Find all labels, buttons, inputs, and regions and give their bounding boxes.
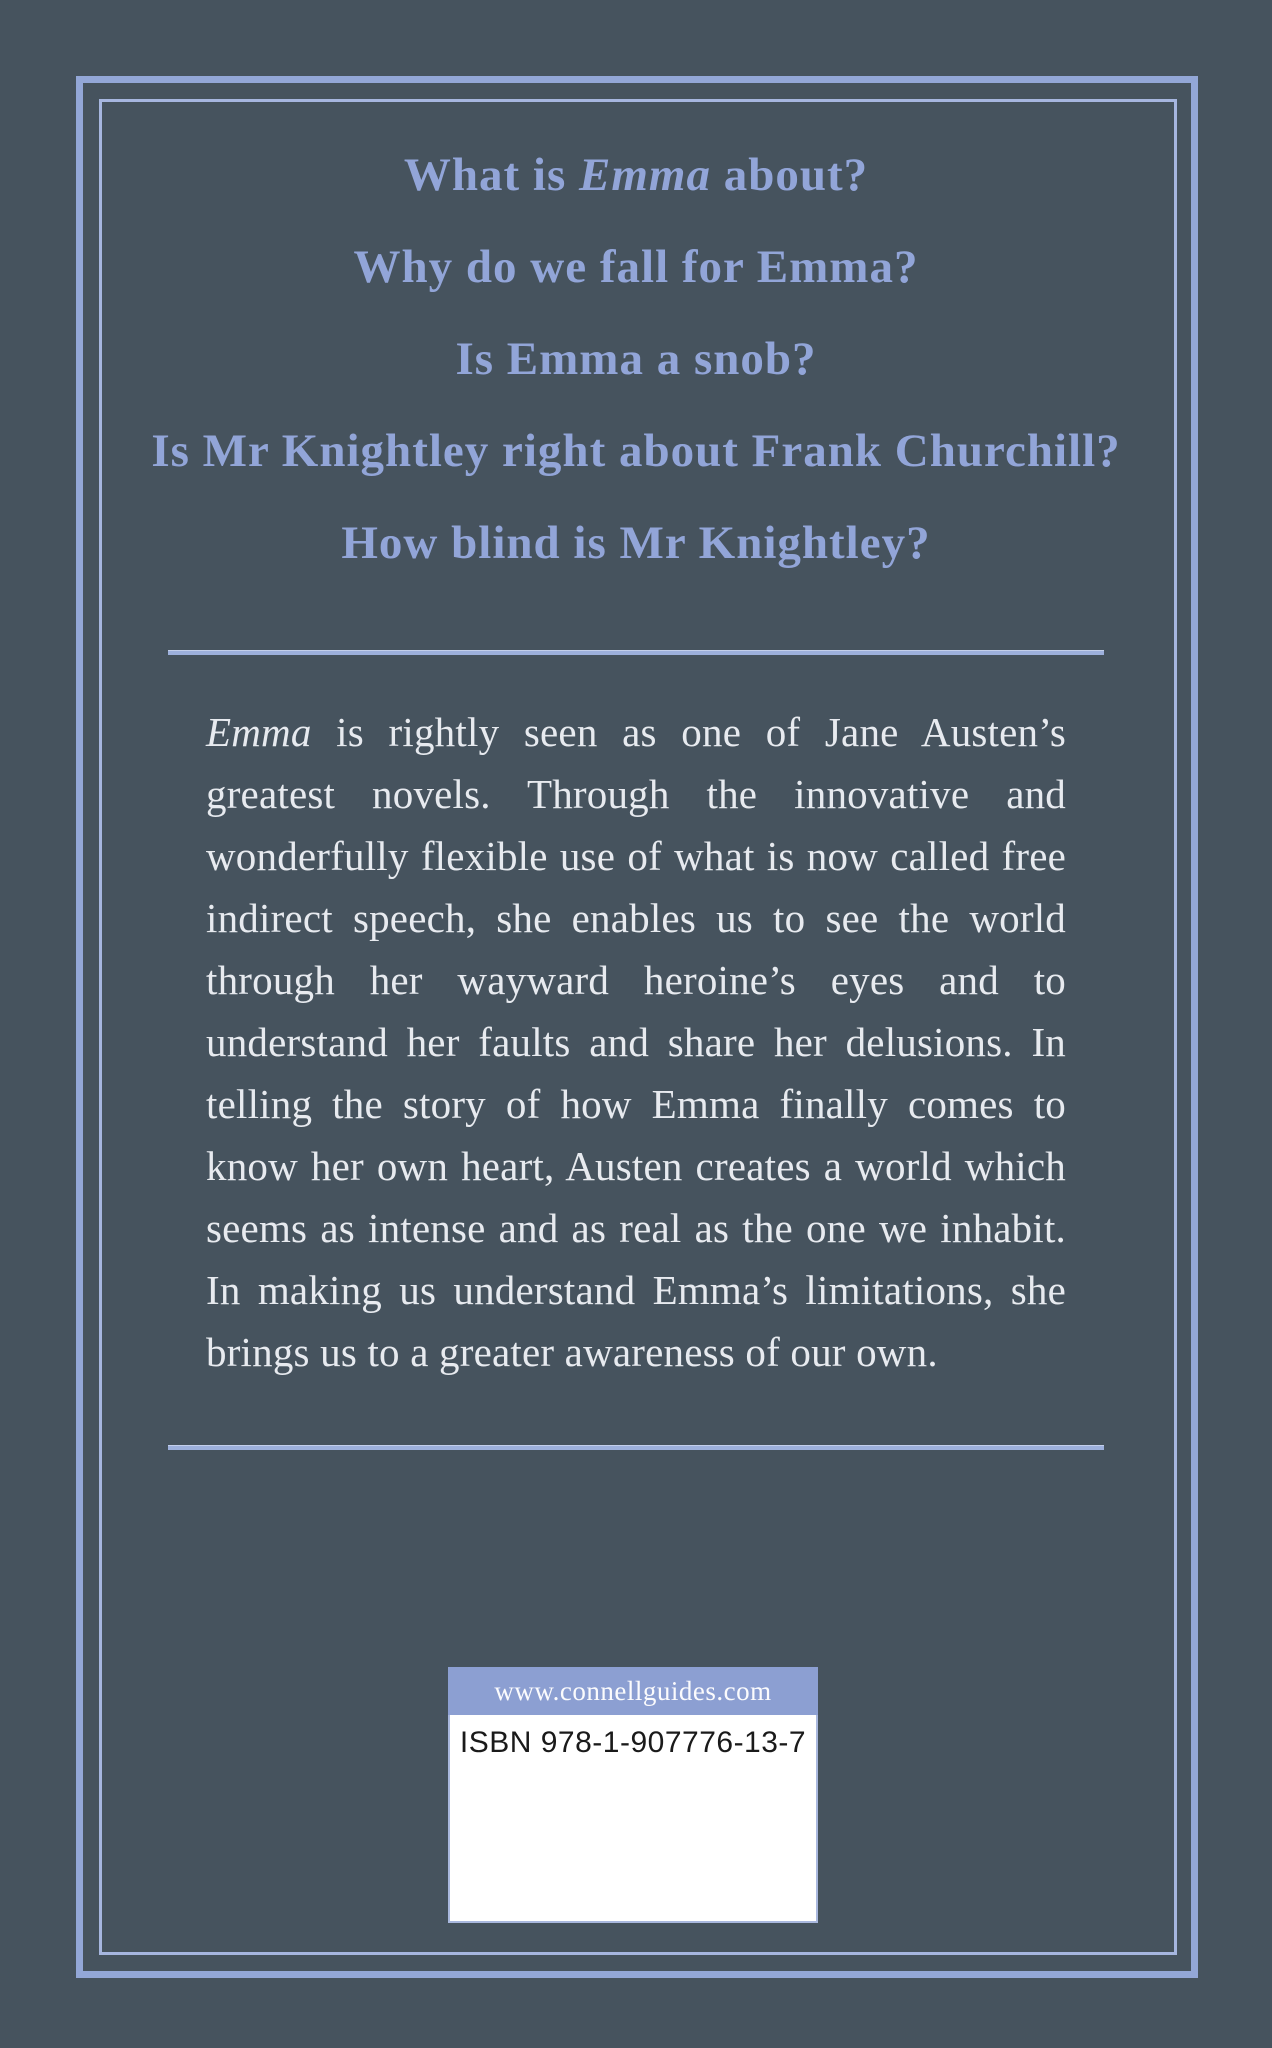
question-is-emma-a-snob: Is Emma a snob? — [455, 333, 817, 385]
isbn-box — [448, 1715, 818, 1923]
book-title-italic: Emma — [578, 149, 711, 201]
publisher-block — [448, 1667, 818, 1923]
blurb-paragraph — [206, 701, 1066, 1383]
question-why-do-we-fall-for-emma: Why do we fall for Emma? — [353, 241, 919, 293]
question-knightley-frank-churchill: Is Mr Knightley right about Frank Churchill? — [151, 425, 1121, 477]
book-title-italic: Emma — [206, 709, 312, 755]
blurb-body-text: is rightly seen as one of Jane Austen’s greatest novels. Through the innovative and wonderfully flexible use of what is now called free indirect speech, she enables us to see the world through her wayward heroine’s eyes and to understand her faults and share her delusions. In telling the story of how Emma finally comes to know her own heart, Austen creates a world which seems as intense and as real as the one we inhabit. In making us understand Emma’s limitations, she brings us to a greater awareness of our own. — [206, 709, 1066, 1375]
divider-bottom — [168, 1445, 1104, 1450]
divider-top — [168, 650, 1104, 655]
question-how-blind-is-knightley: How blind is Mr Knightley? — [341, 517, 931, 569]
publisher-website-banner: www.connellguides.com — [448, 1667, 818, 1715]
question-what-is-emma-about: What is Emma about? — [403, 149, 869, 201]
cover-questions — [110, 150, 1162, 610]
isbn-label: ISBN 978-1-907776-13-7 — [459, 1726, 807, 1759]
